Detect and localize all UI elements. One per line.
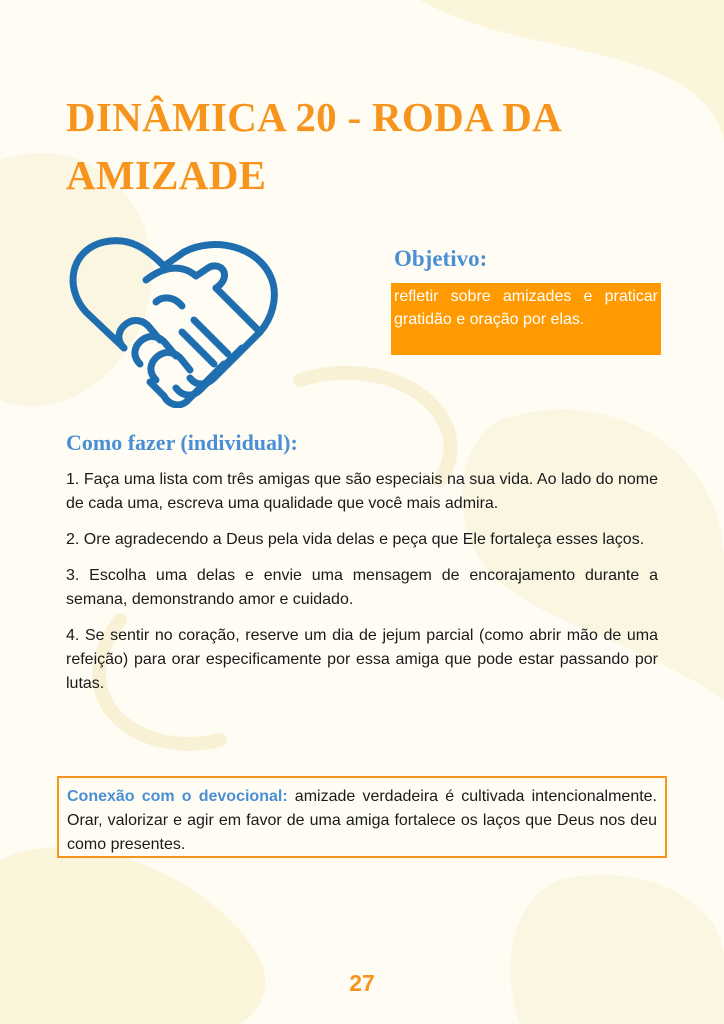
page-title: DINÂMICA 20 - RODA DA AMIZADE (66, 94, 560, 198)
step-item: 1. Faça uma lista com três amigas que são especiais na sua vida. Ao lado do nome de cada uma, escreva uma qualidade que você mais admira. (66, 471, 658, 512)
steps-list (66, 468, 658, 708)
objective-heading: Objetivo: (394, 246, 488, 271)
objective-text: refletir sobre amizades e praticar gratidão e oração por elas. (391, 283, 661, 355)
connection-text: amizade verdadeira é cultivada intencionalmente. Orar, valorizar e agir em favor de uma amiga fortalece os laços que Deus nos deu como presentes. (67, 788, 657, 853)
connection-label: Conexão com o devocional: (67, 788, 288, 805)
how-to-heading: Como fazer (individual): (66, 430, 298, 455)
step-item: 4. Se sentir no coração, reserve um dia de jejum parcial (como abrir mão de uma refeição) para orar especificamente por essa amiga que pode estar passando por lutas. (66, 627, 658, 692)
handshake-heart-icon (64, 236, 278, 408)
step-item: 2. Ore agradecendo a Deus pela vida delas e peça que Ele fortaleça esses laços. (66, 531, 645, 548)
connection-box (57, 776, 667, 858)
step-item: 3. Escolha uma delas e envie uma mensagem de encorajamento durante a semana, demonstrando amor e cuidado. (66, 567, 658, 608)
page-number: 27 (349, 970, 375, 996)
